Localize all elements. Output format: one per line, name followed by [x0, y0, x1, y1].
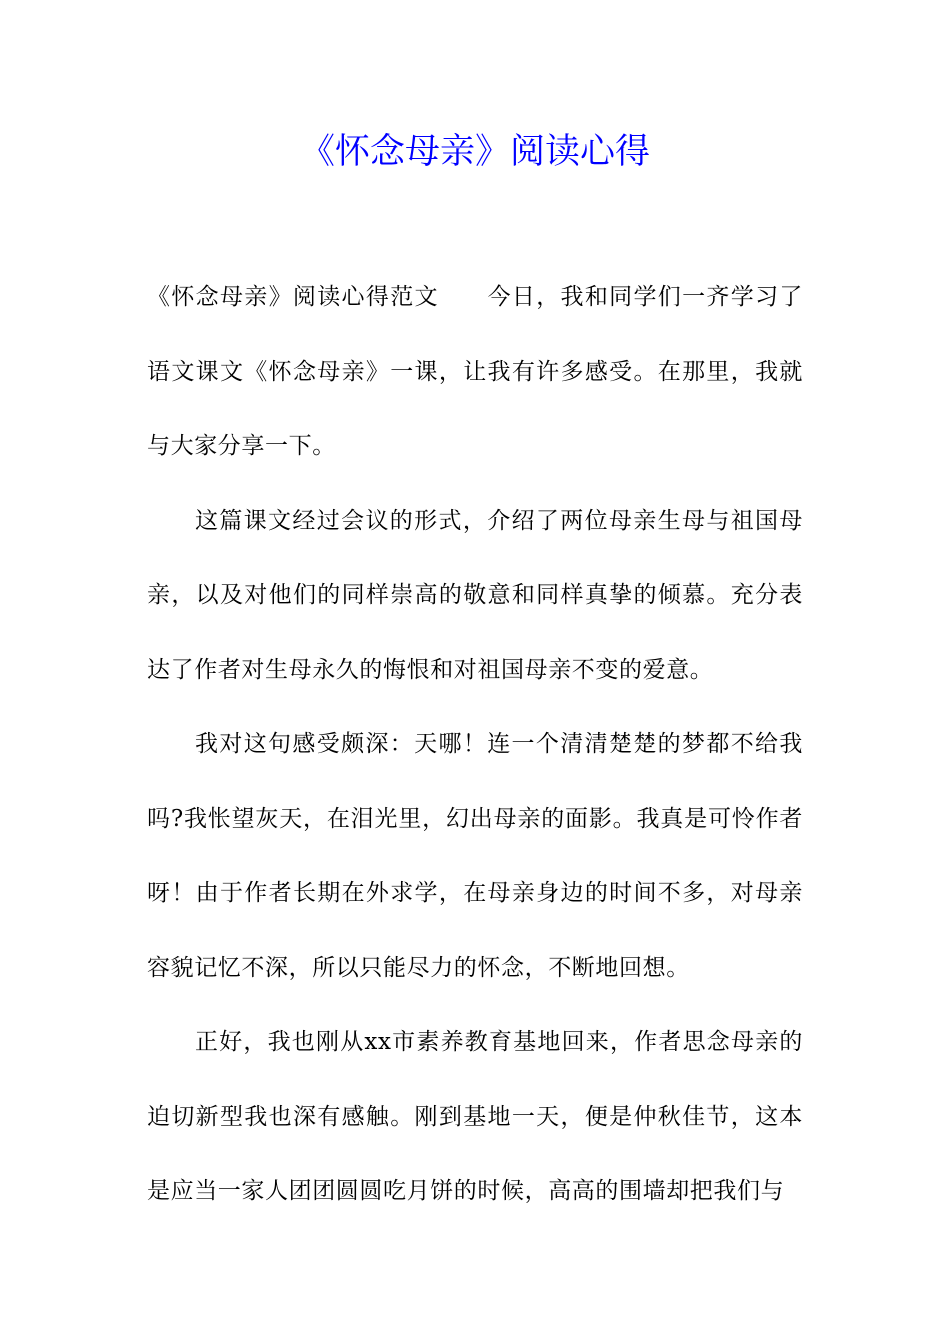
paragraph-intro — [147, 260, 803, 484]
intro-heading: 《怀念母亲》阅读心得范文 — [147, 284, 439, 310]
document-body — [147, 260, 803, 1229]
paragraph-1-text: 今日，我和同学们一齐学习了语文课文《怀念母亲》一课，让我有许多感受。在那里，我就与大家分享一下。 — [147, 284, 803, 459]
paragraph-2: 这篇课文经过会议的形式，介绍了两位母亲生母与祖国母亲，以及对他们的同样崇高的敬意和同样真挚的倾慕。充分表达了作者对生母永久的悔恨和对祖国母亲不变的爱意。 — [147, 507, 803, 683]
paragraph-4: 正好，我也刚从xx市素养教育基地回来，作者思念母亲的迫切新型我也深有感触。刚到基地一天，便是仲秋佳节，这本是应当一家人团团圆圆吃月饼的时候，高高的围墙却把我们与 — [147, 1029, 803, 1204]
paragraph-3: 我对这句感受颇深：天哪！连一个清清楚楚的梦都不给我吗?我怅望灰天，在泪光里，幻出母亲的面影。我真是可怜作者呀！由于作者长期在外求学，在母亲身边的时间不多，对母亲容貌记忆不深，所以只能尽力的怀念，不断地回想。 — [147, 731, 803, 981]
document-title: 《怀念母亲》阅读心得 — [299, 132, 650, 172]
